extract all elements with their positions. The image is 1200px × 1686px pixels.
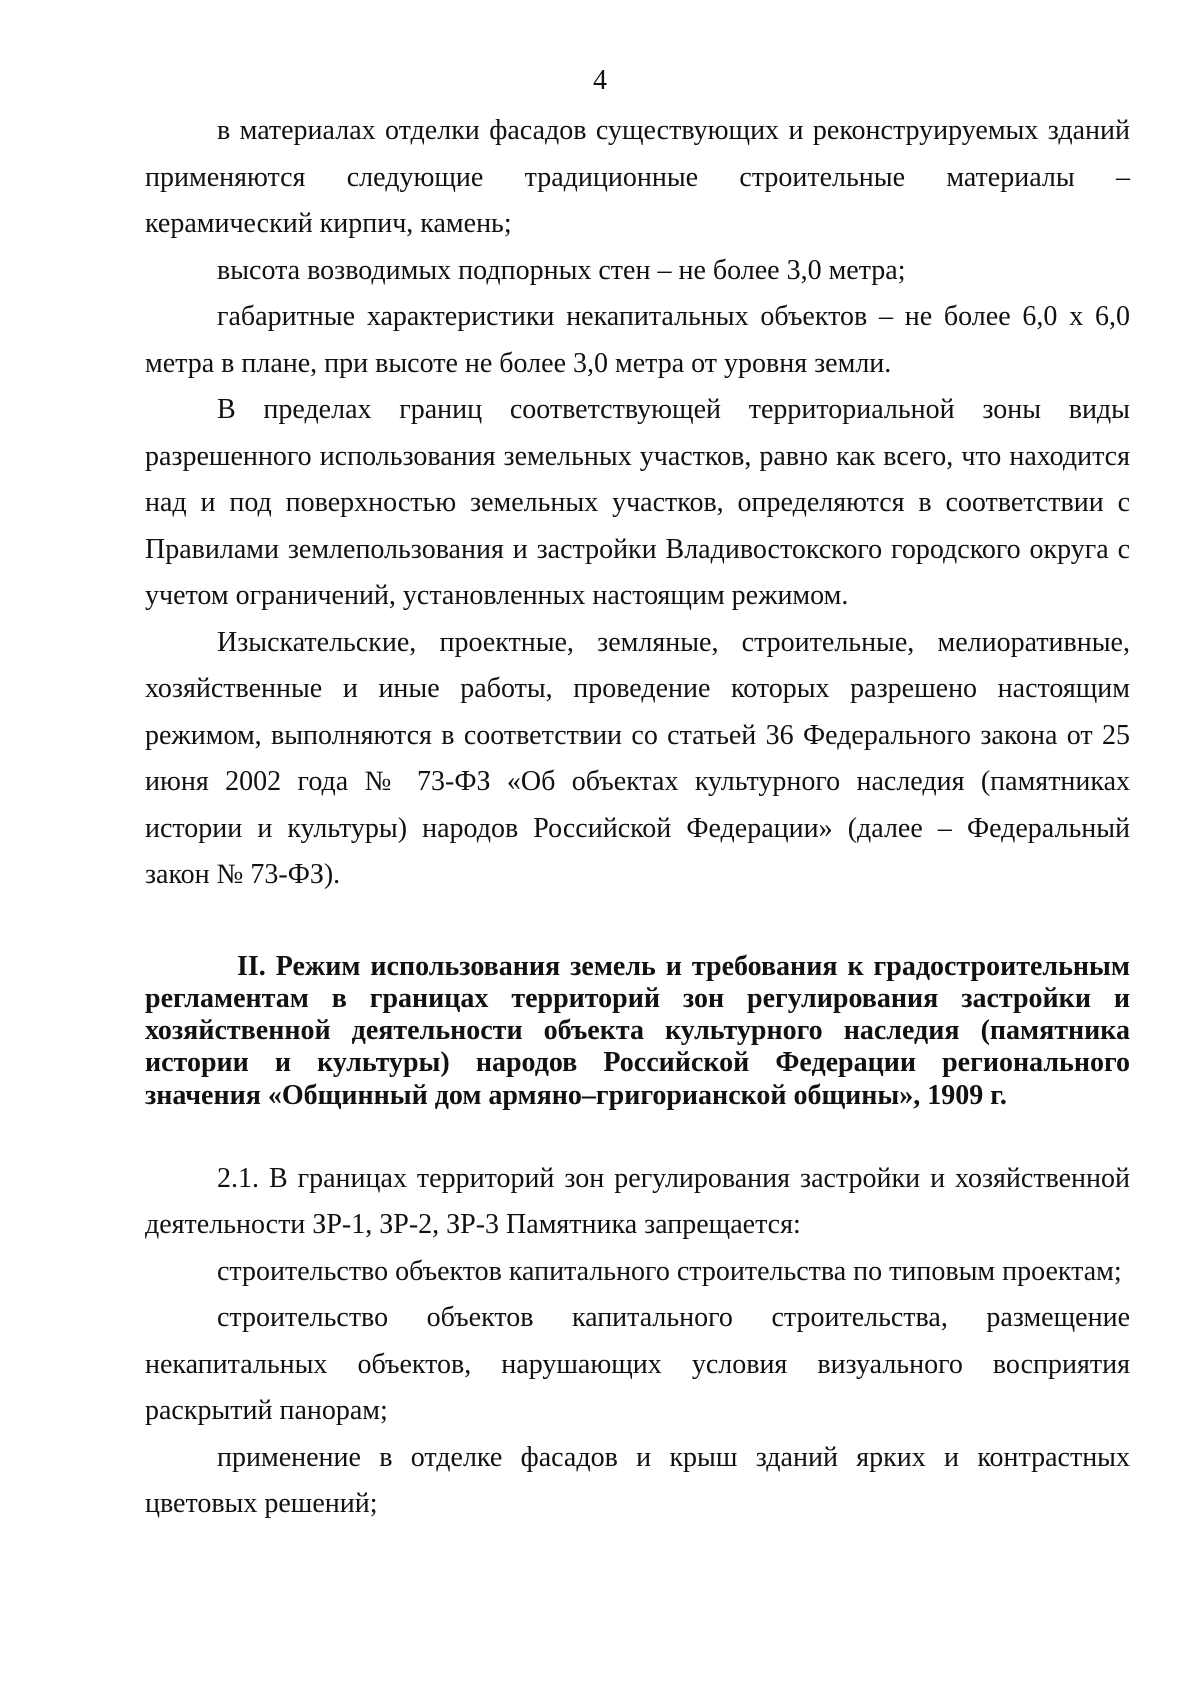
paragraph: высота возводимых подпорных стен – не более 3,0 метра;: [217, 254, 906, 286]
document-body: [145, 108, 1130, 1528]
paragraph: строительство объектов капитального строительства, размещение некапитальных объектов, нарушающих условия визуального восприятия раскрытий панорам;: [145, 1302, 1130, 1427]
paragraph: в материалах отделки фасадов существующих и реконструируемых зданий применяются следующие традиционные строительные материалы – керамический кирпич, камень;: [145, 115, 1130, 239]
page-number: 4: [593, 65, 607, 96]
paragraph: габаритные характеристики некапитальных объектов – не более 6,0 х 6,0 метра в плане, при высоте не более 3,0 метра от уровня земли.: [145, 301, 1130, 379]
paragraph: В пределах границ соответствующей территориальной зоны виды разрешенного использования земельных участков, равно как всего, что находится над и под поверхностью земельных участков, определяются в соответствии с Правилами землепользования и застройки Владивостокского городского округа с учетом ограничений, установленных настоящим режимом.: [145, 394, 1130, 611]
paragraph: Изыскательские, проектные, земляные, строительные, мелиоративные, хозяйственные и иные работы, проведение которых разрешено настоящим режимом, выполняются в соответствии со статьей 36 Федерального закона от 25 июня 2002 года № 73-ФЗ «Об объектах культурного наследия (памятниках истории и культуры) народов Российской Федерации» (далее – Федеральный закон № 73-ФЗ).: [145, 626, 1130, 890]
section-heading: II. Режим использования земель и требования к градостроительным регламентам в границах территорий зон регулирования застройки и хозяйственной деятельности объекта культурного наследия (памятника истории и культуры) народов Российской Федерации регионального значения «Общинный дом армяно–григорианской общины», 1909 г.: [145, 950, 1130, 1111]
paragraph: 2.1. В границах территорий зон регулирования застройки и хозяйственной деятельности ЗР-1, ЗР-2, ЗР-3 Памятника запрещается:: [145, 1162, 1130, 1241]
paragraph: строительство объектов капитального строительства по типовым проектам;: [217, 1255, 1122, 1287]
paragraph: применение в отделке фасадов и крыш зданий ярких и контрастных цветовых решений;: [145, 1441, 1130, 1520]
